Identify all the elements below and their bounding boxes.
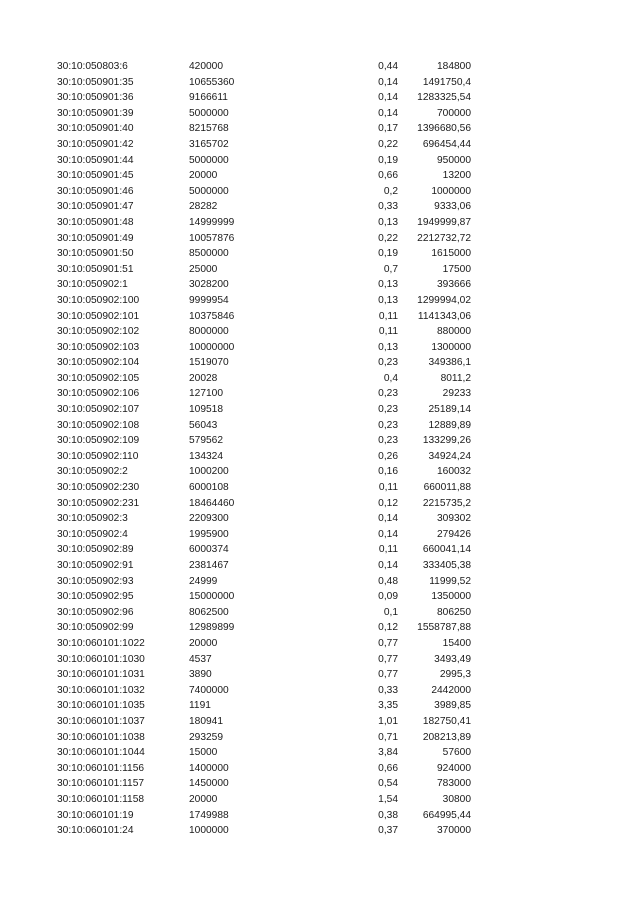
table-row xyxy=(0,730,640,746)
total-cell: 1141343,06 xyxy=(417,310,471,322)
table-row xyxy=(0,620,640,636)
table-row xyxy=(0,527,640,543)
rate-cell: 0,2 xyxy=(383,185,398,197)
rate-cell: 0,23 xyxy=(378,435,398,447)
total-cell: 9333,06 xyxy=(434,201,471,213)
cadastral-number-cell: 30:10:050901:50 xyxy=(57,248,134,260)
rate-cell: 0,16 xyxy=(378,466,398,478)
cadastral-number-cell: 30:10:060101:1044 xyxy=(57,747,145,759)
value-cell: 10375846 xyxy=(189,310,235,322)
table-row xyxy=(0,184,640,200)
table-row xyxy=(0,683,640,699)
cadastral-number-cell: 30:10:060101:1022 xyxy=(57,637,145,649)
value-cell: 12989899 xyxy=(189,622,235,634)
total-cell: 1300000 xyxy=(431,341,471,353)
rate-cell: 0,54 xyxy=(378,778,398,790)
total-cell: 25189,14 xyxy=(428,404,471,416)
rate-cell: 0,37 xyxy=(378,825,398,837)
rate-cell: 0,71 xyxy=(378,731,398,743)
cadastral-number-cell: 30:10:050902:89 xyxy=(57,544,134,556)
total-cell: 133299,26 xyxy=(422,435,471,447)
table-row xyxy=(0,714,640,730)
table-row xyxy=(0,293,640,309)
rate-cell: 1,54 xyxy=(378,793,398,805)
value-cell: 20028 xyxy=(189,372,218,384)
rate-cell: 0,23 xyxy=(378,404,398,416)
cadastral-number-cell: 30:10:050902:96 xyxy=(57,606,134,618)
rate-cell: 0,14 xyxy=(378,76,398,88)
value-cell: 24999 xyxy=(189,575,218,587)
total-cell: 160032 xyxy=(437,466,471,478)
cadastral-number-cell: 30:10:050901:36 xyxy=(57,92,134,104)
rate-cell: 0,66 xyxy=(378,762,398,774)
rate-cell: 0,77 xyxy=(378,653,398,665)
cadastral-number-cell: 30:10:050901:40 xyxy=(57,123,134,135)
rate-cell: 0,13 xyxy=(378,279,398,291)
rate-cell: 0,77 xyxy=(378,669,398,681)
value-cell: 1450000 xyxy=(189,778,229,790)
rate-cell: 0,14 xyxy=(378,560,398,571)
cadastral-number-cell: 30:10:050902:1 xyxy=(57,279,128,291)
rate-cell: 0,11 xyxy=(378,310,398,322)
cadastral-number-cell: 30:10:060101:1038 xyxy=(57,731,145,743)
rate-cell: 0,09 xyxy=(378,591,398,603)
rate-cell: 0,13 xyxy=(378,216,398,228)
table-row xyxy=(0,823,640,839)
value-cell: 3165702 xyxy=(189,138,229,150)
table-row xyxy=(0,137,640,153)
value-cell: 20000 xyxy=(189,793,218,805)
total-cell: 349386,1 xyxy=(428,357,471,369)
cadastral-number-cell: 30:10:050803:6 xyxy=(57,61,128,72)
value-cell: 134324 xyxy=(189,450,223,462)
rate-cell: 0,38 xyxy=(378,809,398,821)
total-cell: 3989,85 xyxy=(434,700,471,712)
table-row xyxy=(0,433,640,449)
total-cell: 1615000 xyxy=(431,248,471,260)
rate-cell: 0,22 xyxy=(378,138,398,150)
cadastral-number-cell: 30:10:050901:35 xyxy=(57,76,134,88)
table-row xyxy=(0,90,640,106)
cadastral-number-cell: 30:10:050901:39 xyxy=(57,107,134,119)
table-row xyxy=(0,589,640,605)
table-row xyxy=(0,449,640,465)
total-cell: 1299994,02 xyxy=(417,294,471,306)
value-cell: 56043 xyxy=(189,419,218,431)
rate-cell: 0,4 xyxy=(383,372,398,384)
table-row xyxy=(0,262,640,278)
total-cell: 1949999,87 xyxy=(417,216,471,228)
total-cell: 34924,24 xyxy=(428,450,471,462)
total-cell: 182750,41 xyxy=(422,715,471,727)
rate-cell: 0,23 xyxy=(378,388,398,400)
table-row xyxy=(0,667,640,683)
rate-cell: 0,33 xyxy=(378,684,398,696)
value-cell: 1519070 xyxy=(189,357,229,369)
value-cell: 10057876 xyxy=(189,232,235,244)
cadastral-number-cell: 30:10:050902:103 xyxy=(57,341,140,353)
rate-cell: 0,1 xyxy=(383,606,398,618)
value-cell: 5000000 xyxy=(189,154,229,166)
table-row xyxy=(0,121,640,137)
value-cell: 420000 xyxy=(189,61,223,72)
table-row xyxy=(0,542,640,558)
total-cell: 1491750,4 xyxy=(422,76,471,88)
cadastral-number-cell: 30:10:050902:105 xyxy=(57,372,140,384)
rate-cell: 0,11 xyxy=(378,544,398,556)
total-cell: 184800 xyxy=(437,61,471,72)
table-row xyxy=(0,386,640,402)
cadastral-number-cell: 30:10:060101:1158 xyxy=(57,793,145,805)
value-cell: 109518 xyxy=(189,404,223,416)
cadastral-number-cell: 30:10:050902:108 xyxy=(57,419,140,431)
total-cell: 11999,52 xyxy=(429,575,471,587)
rate-cell: 3,35 xyxy=(378,700,398,712)
total-cell: 370000 xyxy=(437,825,471,837)
total-cell: 806250 xyxy=(437,606,471,618)
table-row xyxy=(0,652,640,668)
value-cell: 6000374 xyxy=(189,544,229,556)
cadastral-number-cell: 30:10:050902:104 xyxy=(57,357,140,369)
cadastral-number-cell: 30:10:050902:95 xyxy=(57,591,134,603)
table-row xyxy=(0,511,640,527)
total-cell: 309302 xyxy=(437,513,471,525)
value-cell: 15000000 xyxy=(189,591,235,603)
total-cell: 1350000 xyxy=(431,591,471,603)
table-row xyxy=(0,340,640,356)
value-cell: 8000000 xyxy=(189,326,229,338)
table-row xyxy=(0,106,640,122)
value-cell: 180941 xyxy=(189,715,223,727)
value-cell: 10000000 xyxy=(189,341,235,353)
rate-cell: 0,19 xyxy=(378,248,398,260)
rate-cell: 0,14 xyxy=(378,92,398,104)
table-row xyxy=(0,761,640,777)
table-row xyxy=(0,153,640,169)
rate-cell: 0,12 xyxy=(378,622,398,634)
total-cell: 1396680,56 xyxy=(417,123,471,135)
cadastral-number-cell: 30:10:050902:110 xyxy=(57,450,139,462)
value-cell: 20000 xyxy=(189,637,218,649)
total-cell: 17500 xyxy=(442,263,471,275)
cadastral-number-cell: 30:10:050901:47 xyxy=(57,201,134,213)
total-cell: 660011,88 xyxy=(423,482,471,494)
cadastral-number-cell: 30:10:050901:51 xyxy=(57,263,134,275)
cadastral-number-cell: 30:10:050902:109 xyxy=(57,435,140,447)
total-cell: 950000 xyxy=(437,154,471,166)
value-cell: 25000 xyxy=(189,263,218,275)
value-cell: 3028200 xyxy=(189,279,229,291)
value-cell: 293259 xyxy=(189,731,223,743)
total-cell: 333405,38 xyxy=(422,560,471,571)
value-cell: 14999999 xyxy=(189,216,235,228)
total-cell: 30800 xyxy=(442,793,471,805)
value-cell: 1749988 xyxy=(189,809,229,821)
rate-cell: 0,77 xyxy=(378,637,398,649)
table-row xyxy=(0,480,640,496)
value-cell: 3890 xyxy=(189,669,212,681)
table-row xyxy=(0,199,640,215)
rate-cell: 0,14 xyxy=(378,528,398,540)
cadastral-number-cell: 30:10:060101:1030 xyxy=(57,653,145,665)
table-row xyxy=(0,558,640,574)
value-cell: 579562 xyxy=(189,435,223,447)
cadastral-number-cell: 30:10:050902:107 xyxy=(57,404,140,416)
cadastral-number-cell: 30:10:060101:1031 xyxy=(57,669,145,681)
value-cell: 28282 xyxy=(189,201,218,213)
table-row xyxy=(0,636,640,652)
cadastral-number-cell: 30:10:050901:48 xyxy=(57,216,134,228)
cadastral-number-cell: 30:10:050901:44 xyxy=(57,154,134,166)
table-row xyxy=(0,605,640,621)
cadastral-number-cell: 30:10:060101:24 xyxy=(57,825,134,837)
cadastral-number-cell: 30:10:050901:46 xyxy=(57,185,134,197)
value-cell: 5000000 xyxy=(189,107,229,119)
total-cell: 2212732,72 xyxy=(417,232,471,244)
cadastral-number-cell: 30:10:050902:231 xyxy=(57,497,140,509)
value-cell: 9999954 xyxy=(189,294,229,306)
value-cell: 1191 xyxy=(189,700,211,712)
rate-cell: 0,23 xyxy=(378,419,398,431)
value-cell: 8215768 xyxy=(189,123,229,135)
table-row xyxy=(0,371,640,387)
cadastral-number-cell: 30:10:050902:3 xyxy=(57,513,128,525)
cadastral-number-cell: 30:10:060101:1037 xyxy=(57,715,145,727)
total-cell: 29233 xyxy=(442,388,471,400)
total-cell: 660041,14 xyxy=(422,544,471,556)
total-cell: 3493,49 xyxy=(434,653,471,665)
cadastral-number-cell: 30:10:050901:49 xyxy=(57,232,134,244)
cadastral-number-cell: 30:10:060101:19 xyxy=(57,809,134,821)
rate-cell: 0,66 xyxy=(378,170,398,182)
total-cell: 393666 xyxy=(437,279,471,291)
total-cell: 15400 xyxy=(442,637,471,649)
rate-cell: 0,7 xyxy=(383,263,398,275)
table-row xyxy=(0,574,640,590)
cadastral-number-cell: 30:10:050902:93 xyxy=(57,575,134,587)
table-row xyxy=(0,776,640,792)
cadastral-number-cell: 30:10:050902:91 xyxy=(57,560,134,571)
table-row xyxy=(0,215,640,231)
total-cell: 12889,89 xyxy=(428,419,471,431)
value-cell: 18464460 xyxy=(189,497,235,509)
value-cell: 20000 xyxy=(189,170,218,182)
table-row xyxy=(0,246,640,262)
cadastral-number-cell: 30:10:050901:45 xyxy=(57,170,134,182)
total-cell: 208213,89 xyxy=(422,731,471,743)
total-cell: 880000 xyxy=(437,326,471,338)
total-cell: 2442000 xyxy=(431,684,471,696)
rate-cell: 0,22 xyxy=(378,232,398,244)
cadastral-number-cell: 30:10:050901:42 xyxy=(57,138,134,150)
table-row xyxy=(0,418,640,434)
value-cell: 1000000 xyxy=(189,825,229,837)
rate-cell: 0,33 xyxy=(378,201,398,213)
value-cell: 8500000 xyxy=(189,248,229,260)
value-cell: 5000000 xyxy=(189,185,229,197)
total-cell: 1000000 xyxy=(431,185,471,197)
table-row xyxy=(0,496,640,512)
cadastral-number-cell: 30:10:050902:100 xyxy=(57,294,140,306)
value-cell: 10655360 xyxy=(189,76,235,88)
rate-cell: 0,44 xyxy=(378,61,398,72)
total-cell: 279426 xyxy=(437,528,471,540)
value-cell: 15000 xyxy=(189,747,218,759)
total-cell: 57600 xyxy=(442,747,471,759)
value-cell: 2381467 xyxy=(189,560,229,571)
value-cell: 2209300 xyxy=(189,513,229,525)
rate-cell: 0,48 xyxy=(378,575,398,587)
rate-cell: 1,01 xyxy=(378,715,398,727)
cadastral-number-cell: 30:10:050902:230 xyxy=(57,482,140,494)
cadastral-number-cell: 30:10:060101:1157 xyxy=(57,778,145,790)
cadastral-number-cell: 30:10:060101:1035 xyxy=(57,700,145,712)
total-cell: 2215735,2 xyxy=(422,497,471,509)
total-cell: 1283325,54 xyxy=(417,92,471,104)
total-cell: 664995,44 xyxy=(422,809,471,821)
table-row xyxy=(0,402,640,418)
cadastral-number-cell: 30:10:060101:1156 xyxy=(57,762,145,774)
cadastral-number-cell: 30:10:050902:4 xyxy=(57,528,128,540)
value-cell: 6000108 xyxy=(189,482,229,494)
rate-cell: 0,23 xyxy=(378,357,398,369)
rate-cell: 0,26 xyxy=(378,450,398,462)
rate-cell: 0,12 xyxy=(378,497,398,509)
value-cell: 4537 xyxy=(189,653,212,665)
total-cell: 696454,44 xyxy=(422,138,471,150)
rate-cell: 0,14 xyxy=(378,513,398,525)
total-cell: 783000 xyxy=(437,778,471,790)
table-row xyxy=(0,324,640,340)
table-row xyxy=(0,277,640,293)
data-table xyxy=(0,59,640,839)
total-cell: 8011,2 xyxy=(440,372,471,384)
rate-cell: 0,11 xyxy=(378,482,398,494)
rate-cell: 0,19 xyxy=(378,154,398,166)
table-row xyxy=(0,808,640,824)
total-cell: 1558787,88 xyxy=(417,622,471,634)
total-cell: 2995,3 xyxy=(439,669,471,681)
table-row xyxy=(0,75,640,91)
table-row xyxy=(0,464,640,480)
total-cell: 13200 xyxy=(442,170,471,182)
rate-cell: 0,13 xyxy=(378,341,398,353)
table-row xyxy=(0,59,640,75)
value-cell: 8062500 xyxy=(189,606,229,618)
value-cell: 1000200 xyxy=(189,466,229,478)
rate-cell: 0,14 xyxy=(378,107,398,119)
rate-cell: 0,11 xyxy=(378,326,398,338)
total-cell: 700000 xyxy=(437,107,471,119)
table-row xyxy=(0,231,640,247)
table-row xyxy=(0,168,640,184)
value-cell: 1995900 xyxy=(189,528,229,540)
table-row xyxy=(0,309,640,325)
table-row xyxy=(0,792,640,808)
table-row xyxy=(0,698,640,714)
rate-cell: 0,13 xyxy=(378,294,398,306)
table-row xyxy=(0,355,640,371)
cadastral-number-cell: 30:10:060101:1032 xyxy=(57,684,145,696)
cadastral-number-cell: 30:10:050902:99 xyxy=(57,622,134,634)
value-cell: 127100 xyxy=(189,388,223,400)
value-cell: 7400000 xyxy=(189,684,229,696)
total-cell: 924000 xyxy=(437,762,471,774)
rate-cell: 3,84 xyxy=(378,747,398,759)
value-cell: 9166611 xyxy=(189,92,228,104)
rate-cell: 0,17 xyxy=(378,123,398,135)
cadastral-number-cell: 30:10:050902:2 xyxy=(57,466,128,478)
cadastral-number-cell: 30:10:050902:102 xyxy=(57,326,140,338)
cadastral-number-cell: 30:10:050902:106 xyxy=(57,388,140,400)
value-cell: 1400000 xyxy=(189,762,229,774)
table-row xyxy=(0,745,640,761)
cadastral-number-cell: 30:10:050902:101 xyxy=(57,310,140,322)
